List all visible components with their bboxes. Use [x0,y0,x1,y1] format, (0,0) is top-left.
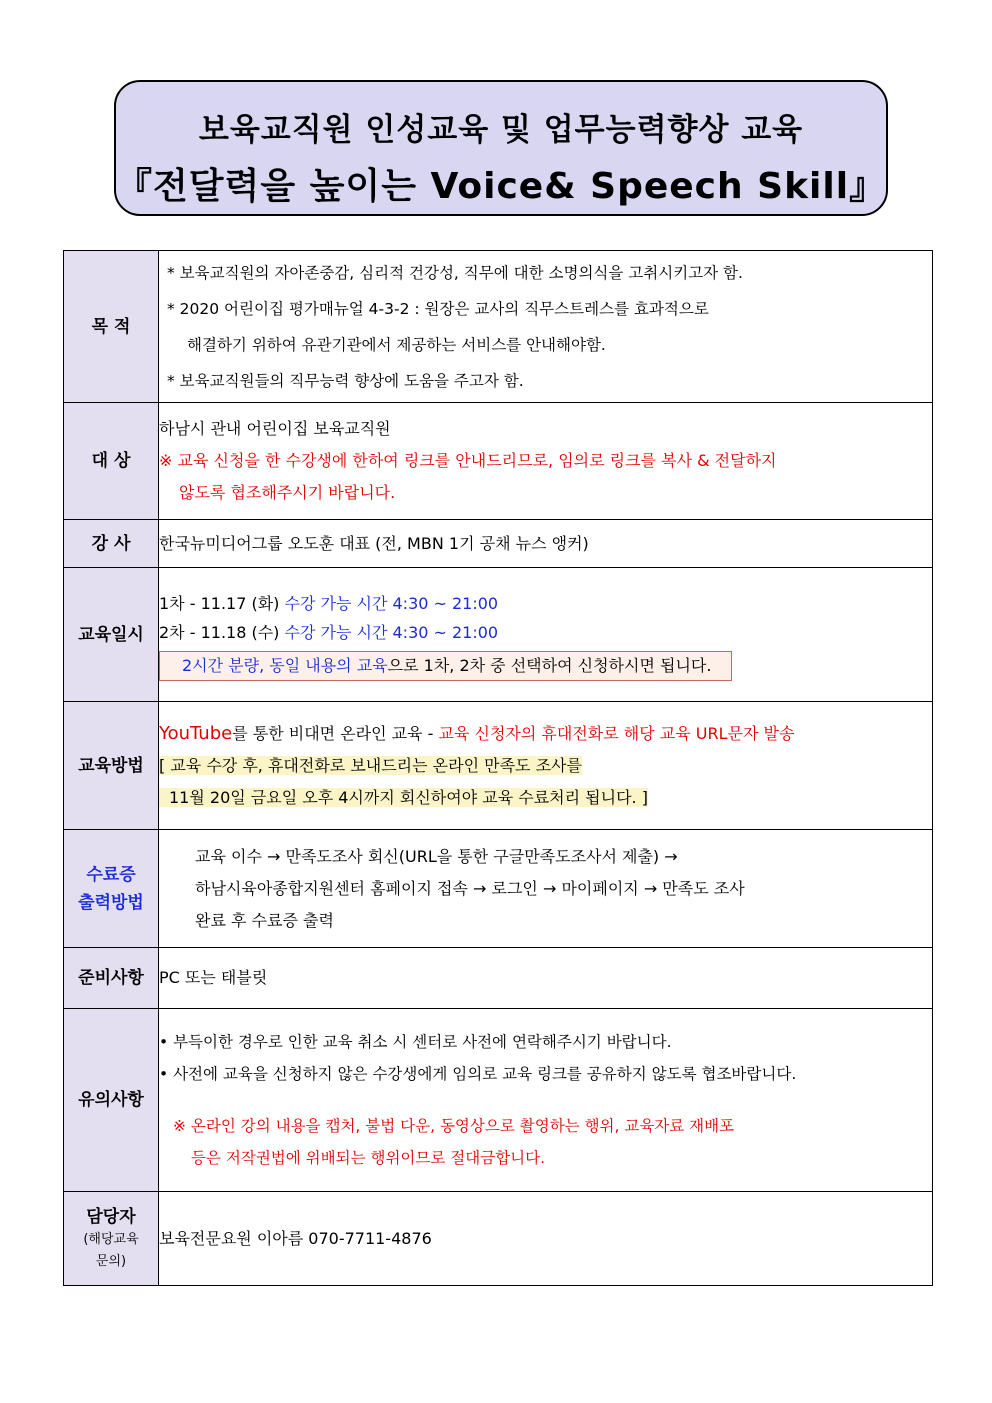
row-schedule [64,568,933,702]
method-line-1-mid: 를 통한 비대면 온라인 교육 - [232,723,439,743]
session-2-date: 2차 - 11.18 (수) [159,622,285,642]
content-caution [159,1009,933,1192]
purpose-line-1: * 보육교직원의 자아존중감, 심리적 건강성, 직무에 대한 소명의식을 고취시키고자 함. [167,263,743,282]
target-note-2: 않도록 협조해주시기 바랍니다. [179,483,396,502]
schedule-note-blue: 2시간 분량, 동일 내용의 교육 [182,655,388,675]
method-line-2-text: [ 교육 수강 후, 휴대전화로 보내드리는 온라인 만족도 조사를 [159,755,582,775]
row-caution [64,1009,933,1192]
schedule-note-black: 으로 1차, 2차 중 선택하여 신청하시면 됩니다. [387,655,712,675]
row-target [64,403,933,520]
content-method [159,702,933,830]
session-1-date: 1차 - 11.17 (화) [159,593,285,613]
label-purpose: 목 적 [64,251,159,403]
certificate-line-1: 교육 이수 → 만족도조사 회신(URL을 통한 구글만족도조사서 제출) → [195,846,678,866]
caution-bullet-1: • 부득이한 경우로 인한 교육 취소 시 센터로 사전에 연락해주시기 바랍니다. [159,1033,672,1051]
content-target [159,403,933,520]
row-purpose [64,251,933,403]
schedule-session-2 [159,618,932,647]
content-purpose [159,251,933,403]
label-certificate [64,830,159,948]
info-table [63,250,933,1286]
method-line-3-text: 11월 20일 금요일 오후 4시까지 회신하여야 교육 수료처리 됩니다. ] [159,788,648,807]
method-line-1-red: 교육 신청자의 휴대전화로 해당 교육 URL문자 발송 [438,723,795,743]
certificate-line-2: 하남시육아종합지원센터 홈페이지 접속 → 로그인 → 마이페이지 → 만족도 조사 [195,878,745,898]
target-line-1: 하남시 관내 어린이집 보육교직원 [159,419,391,438]
caution-bullet-2: • 사전에 교육을 신청하지 않은 수강생에게 임의로 교육 링크를 공유하지 않도록 협조바랍니다. [159,1065,797,1083]
row-method [64,702,933,830]
target-note-1: ※ 교육 신청을 한 수강생에 한하여 링크를 안내드리므로, 임의로 링크를 복사 & 전달하지 [159,451,777,470]
youtube-text: YouTube [159,722,233,744]
row-instructor [64,520,933,568]
label-contact-1: 담당자 [86,1206,136,1227]
label-certificate-2: 출력방법 [78,892,144,913]
contact-text: 보육전문요원 이아름 070-7711-4876 [159,1228,432,1248]
row-contact [64,1192,933,1286]
title-box [114,80,888,216]
label-schedule: 교육일시 [64,568,159,702]
content-contact [159,1192,933,1286]
content-certificate [159,830,933,948]
instructor-text: 한국뉴미디어그룹 오도훈 대표 (전, MBN 1기 공채 뉴스 앵커) [159,533,589,553]
prep-text: PC 또는 태블릿 [159,968,268,987]
row-prep [64,948,933,1009]
label-method: 교육방법 [64,702,159,830]
purpose-line-4: * 보육교직원들의 직무능력 향상에 도움을 주고자 함. [167,371,524,390]
method-line-3 [159,782,932,814]
label-contact-3: 문의) [95,1253,127,1269]
content-schedule [159,568,933,702]
title-line-2: 『전달력을 높이는 Voice& Speech Skill』 [116,166,887,207]
session-2-time: 수강 가능 시간 4:30 ~ 21:00 [284,622,499,642]
content-instructor [159,520,933,568]
method-line-1 [159,718,932,750]
title-line-1: 보육교직원 인성교육 및 업무능력향상 교육 [198,112,804,148]
label-caution: 유의사항 [64,1009,159,1192]
label-contact [64,1192,159,1286]
purpose-line-3: 해결하기 위하여 유관기관에서 제공하는 서비스를 안내해야함. [187,335,606,354]
schedule-session-1 [159,589,932,618]
label-contact-2: (해당교육 [83,1231,139,1247]
label-prep: 준비사항 [64,948,159,1009]
label-certificate-1: 수료증 [86,864,136,885]
label-target: 대 상 [64,403,159,520]
purpose-line-2: * 2020 어린이집 평가매뉴얼 4-3-2 : 원장은 교사의 직무스트레스를 효과적으로 [167,299,709,318]
caution-warning-1: ※ 온라인 강의 내용을 캡처, 불법 다운, 동영상으로 촬영하는 행위, 교육자료 재배포 [173,1117,735,1135]
caution-warning-2: 등은 저작권법에 위배되는 행위이므로 절대금합니다. [191,1149,546,1167]
session-1-time: 수강 가능 시간 4:30 ~ 21:00 [284,593,499,613]
certificate-line-3: 완료 후 수료증 출력 [195,910,334,930]
method-line-2 [159,750,932,782]
content-prep [159,948,933,1009]
schedule-note-box [159,651,732,681]
label-instructor: 강 사 [64,520,159,568]
row-certificate [64,830,933,948]
